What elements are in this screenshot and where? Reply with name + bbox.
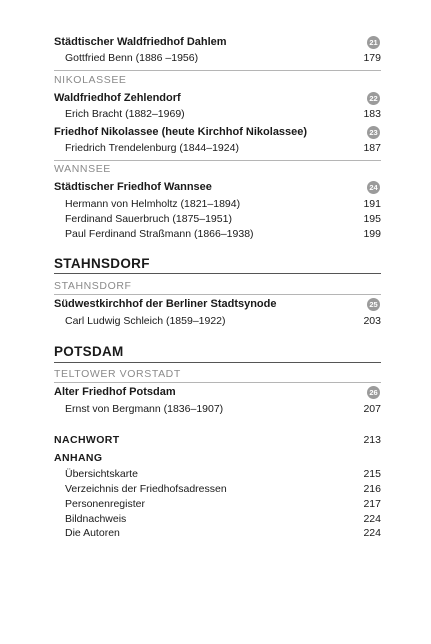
toc-entry-bracht[interactable] [54, 106, 381, 122]
toc-cemetery-suedwestkirchhof[interactable] [54, 296, 381, 312]
toc-cemetery-zehlendorf[interactable] [54, 90, 381, 106]
entry-person: Ernst von Bergmann (1836–1907) [65, 403, 224, 415]
section-heading-potsdam: POTSDAM [54, 344, 124, 359]
entry-page: 187 [363, 142, 381, 154]
entry-page: 213 [363, 434, 381, 446]
toc-entry-bergmann[interactable] [54, 401, 381, 417]
appendix-label: Bildnachweis [65, 513, 127, 525]
district-heading-nikolassee: NIKOLASSEE [54, 74, 127, 86]
toc-appendix-item[interactable] [54, 525, 381, 541]
cemetery-number-badge: 23 [367, 126, 380, 139]
district-heading-wannsee: WANNSEE [54, 163, 111, 175]
entry-person: Friedrich Trendelenburg (1844–1924) [65, 142, 239, 154]
cemetery-title: Städtischer Waldfriedhof Dahlem [54, 36, 227, 48]
toc-cemetery-wannsee[interactable] [54, 179, 381, 195]
divider [54, 382, 381, 383]
entry-person: Hermann von Helmholtz (1821–1894) [65, 198, 241, 210]
backmatter-heading: ANHANG [54, 452, 103, 464]
toc-entry-benn[interactable] [54, 50, 381, 66]
entry-person: Ferdinand Sauerbruch (1875–1951) [65, 213, 232, 225]
divider [54, 70, 381, 71]
entry-person: Gottfried Benn (1886 –1956) [65, 52, 199, 64]
toc-entry-trendelenburg[interactable] [54, 140, 381, 156]
section-rule [54, 362, 381, 363]
appendix-label: Die Autoren [65, 527, 120, 539]
entry-page: 203 [363, 315, 381, 327]
appendix-label: Verzeichnis der Friedhofsadressen [65, 483, 227, 495]
toc-cemetery-nikolassee[interactable] [54, 124, 381, 140]
entry-person: Paul Ferdinand Straßmann (1866–1938) [65, 228, 254, 240]
section-heading-stahnsdorf: STAHNSDORF [54, 256, 150, 271]
entry-page: 215 [363, 468, 381, 480]
backmatter-heading: NACHWORT [54, 434, 120, 446]
cemetery-number-badge: 21 [367, 36, 380, 49]
entry-page: 216 [363, 483, 381, 495]
divider [54, 294, 381, 295]
toc-appendix-item[interactable] [54, 496, 381, 512]
toc-cemetery-dahlem[interactable] [54, 34, 381, 50]
entry-person: Carl Ludwig Schleich (1859–1922) [65, 315, 226, 327]
appendix-label: Personenregister [65, 498, 145, 510]
cemetery-number-badge: 24 [367, 181, 380, 194]
cemetery-number-badge: 22 [367, 92, 380, 105]
section-rule [54, 273, 381, 274]
toc-appendix-item[interactable] [54, 481, 381, 497]
cemetery-title: Alter Friedhof Potsdam [54, 386, 176, 398]
entry-page: 207 [363, 403, 381, 415]
entry-page: 191 [363, 198, 381, 210]
toc-nachwort[interactable] [54, 432, 381, 448]
entry-page: 224 [363, 513, 381, 525]
cemetery-title: Südwestkirchhof der Berliner Stadtsynode [54, 298, 277, 310]
toc-entry-schleich[interactable] [54, 313, 381, 329]
entry-page: 217 [363, 498, 381, 510]
toc-entry-sauerbruch[interactable] [54, 211, 381, 227]
entry-page: 195 [363, 213, 381, 225]
cemetery-title: Friedhof Nikolassee (heute Kirchhof Nikolassee) [54, 126, 308, 138]
cemetery-title: Waldfriedhof Zehlendorf [54, 92, 181, 104]
cemetery-title: Städtischer Friedhof Wannsee [54, 181, 212, 193]
entry-person: Erich Bracht (1882–1969) [65, 108, 185, 120]
appendix-label: Übersichtskarte [65, 468, 138, 480]
entry-page: 224 [363, 527, 381, 539]
toc-anhang [54, 450, 381, 466]
cemetery-number-badge: 26 [367, 386, 380, 399]
toc-appendix-item[interactable] [54, 466, 381, 482]
toc-cemetery-alter-friedhof-potsdam[interactable] [54, 384, 381, 400]
district-heading-stahnsdorf: STAHNSDORF [54, 280, 132, 292]
toc-entry-strassmann[interactable] [54, 226, 381, 242]
cemetery-number-badge: 25 [367, 298, 380, 311]
entry-page: 199 [363, 228, 381, 240]
divider [54, 160, 381, 161]
entry-page: 183 [363, 108, 381, 120]
district-heading-teltower-vorstadt: TELTOWER VORSTADT [54, 368, 181, 380]
entry-page: 179 [363, 52, 381, 64]
toc-entry-helmholtz[interactable] [54, 196, 381, 212]
